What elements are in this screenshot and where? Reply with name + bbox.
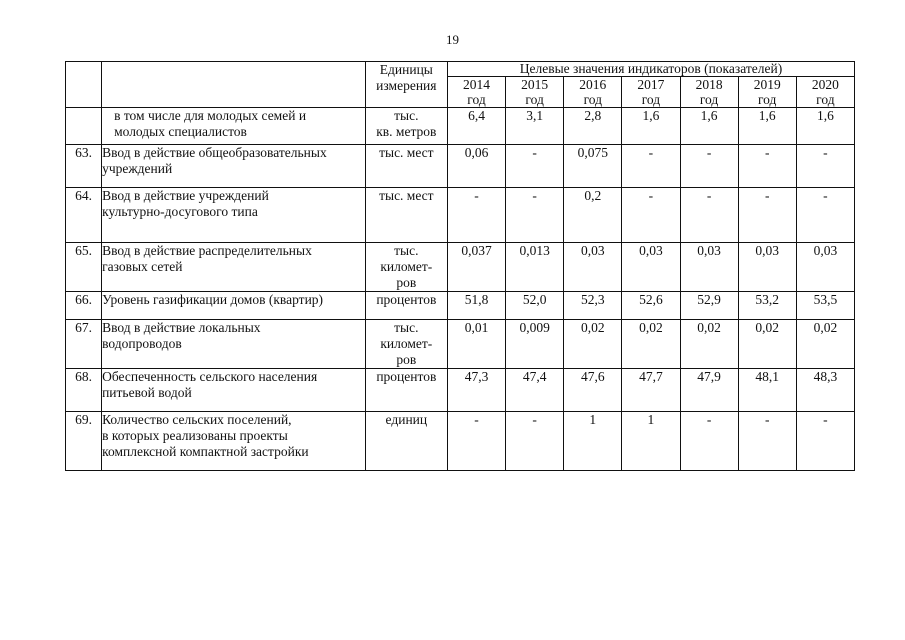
value-cell: - xyxy=(796,412,854,471)
unit-cell xyxy=(365,412,447,471)
year-value: 2020 xyxy=(811,77,839,92)
indicator-name xyxy=(102,412,366,471)
value-cell: 53,5 xyxy=(796,292,854,320)
year-value: 2017 xyxy=(637,77,665,92)
num-column-header xyxy=(66,62,102,108)
value-cell: 2,8 xyxy=(564,108,622,145)
unit-cell xyxy=(365,188,447,243)
indicator-name-line: Ввод в действие учреждений xyxy=(102,188,269,203)
year-suffix: год xyxy=(699,92,719,107)
indicator-name-line: культурно-досугового типа xyxy=(102,204,258,219)
value-cell: 0,2 xyxy=(564,188,622,243)
table-row xyxy=(66,188,855,243)
year-suffix: год xyxy=(467,92,486,107)
value-cell: 52,6 xyxy=(622,292,680,320)
year-suffix: год xyxy=(583,92,602,107)
unit-line: единиц xyxy=(385,412,428,427)
value-cell: 53,2 xyxy=(738,292,796,320)
indicators-table xyxy=(65,61,855,471)
value-cell: - xyxy=(738,145,796,188)
year-value: 2018 xyxy=(695,77,723,92)
unit-line: процентов xyxy=(376,369,437,384)
row-number: 69. xyxy=(66,412,102,471)
row-number: 63. xyxy=(66,145,102,188)
value-cell: - xyxy=(738,188,796,243)
value-cell: 0,02 xyxy=(796,320,854,369)
value-cell: - xyxy=(796,188,854,243)
unit-header-line: измерения xyxy=(376,78,437,93)
value-cell: - xyxy=(506,412,564,471)
value-cell: 0,02 xyxy=(622,320,680,369)
value-cell: 6,4 xyxy=(447,108,505,145)
indicator-name-line: Количество сельских поселений, xyxy=(102,412,292,427)
table-row xyxy=(66,243,855,292)
row-number: 68. xyxy=(66,369,102,412)
value-cell: 0,01 xyxy=(447,320,505,369)
value-cell: - xyxy=(796,145,854,188)
value-cell: - xyxy=(447,412,505,471)
year-header xyxy=(622,77,680,108)
value-cell: - xyxy=(738,412,796,471)
table-row xyxy=(66,145,855,188)
row-number: 67. xyxy=(66,320,102,369)
unit-line: километ- xyxy=(380,336,433,351)
value-cell: 47,6 xyxy=(564,369,622,412)
value-cell: 0,02 xyxy=(738,320,796,369)
row-number xyxy=(66,108,102,145)
unit-line: ров xyxy=(396,352,417,367)
unit-line: тыс. xyxy=(394,108,419,123)
indicator-name-line: в которых реализованы проекты xyxy=(102,428,288,443)
year-value: 2016 xyxy=(579,77,607,92)
year-header xyxy=(447,77,505,108)
value-cell: 1,6 xyxy=(680,108,738,145)
value-cell: - xyxy=(622,188,680,243)
year-header xyxy=(738,77,796,108)
table-row xyxy=(66,292,855,320)
value-cell: 0,02 xyxy=(564,320,622,369)
value-cell: 47,3 xyxy=(447,369,505,412)
indicator-name-line: Обеспеченность сельского населения xyxy=(102,369,318,384)
year-suffix: год xyxy=(757,92,777,107)
value-cell: 48,3 xyxy=(796,369,854,412)
table-row xyxy=(66,412,855,471)
value-cell: 1,6 xyxy=(738,108,796,145)
indicator-name xyxy=(102,369,366,412)
indicator-name-line: комплексной компактной застройки xyxy=(102,444,309,459)
year-suffix: год xyxy=(525,92,544,107)
value-cell: 0,02 xyxy=(680,320,738,369)
value-cell: 47,7 xyxy=(622,369,680,412)
indicator-name xyxy=(102,145,366,188)
unit-cell xyxy=(365,292,447,320)
indicator-name xyxy=(102,188,366,243)
indicator-name-line: в том числе для молодых семей и xyxy=(114,108,307,123)
unit-cell xyxy=(365,145,447,188)
year-header xyxy=(796,77,854,108)
year-value: 2019 xyxy=(753,77,781,92)
indicator-name-line: Ввод в действие локальных xyxy=(102,320,261,335)
target-values-header: Целевые значения индикаторов (показателей) xyxy=(447,62,854,77)
value-cell: 51,8 xyxy=(447,292,505,320)
value-cell: - xyxy=(622,145,680,188)
header-row-group xyxy=(66,62,855,77)
year-header xyxy=(564,77,622,108)
unit-line: тыс. xyxy=(394,320,419,335)
unit-line: кв. метров xyxy=(376,124,437,139)
indicator-name xyxy=(102,292,366,320)
value-cell: 0,03 xyxy=(796,243,854,292)
row-number: 66. xyxy=(66,292,102,320)
unit-header-line: Единицы xyxy=(379,62,433,77)
value-cell: 3,1 xyxy=(506,108,564,145)
unit-line: процентов xyxy=(376,292,437,307)
value-cell: 0,03 xyxy=(738,243,796,292)
value-cell: 0,013 xyxy=(506,243,564,292)
value-cell: - xyxy=(680,188,738,243)
indicator-name xyxy=(102,243,366,292)
unit-line: километ- xyxy=(380,259,433,274)
indicator-name-line: учреждений xyxy=(102,161,173,176)
indicator-name xyxy=(102,320,366,369)
value-cell: 0,009 xyxy=(506,320,564,369)
year-value: 2014 xyxy=(463,77,490,92)
value-cell: - xyxy=(447,188,505,243)
value-cell: 1 xyxy=(622,412,680,471)
value-cell: 52,0 xyxy=(506,292,564,320)
value-cell: 52,9 xyxy=(680,292,738,320)
unit-cell xyxy=(365,369,447,412)
table-row xyxy=(66,320,855,369)
row-number: 65. xyxy=(66,243,102,292)
year-suffix: год xyxy=(816,92,835,107)
indicator-name-line: Ввод в действие распределительных xyxy=(102,243,312,258)
unit-cell xyxy=(365,243,447,292)
value-cell: 0,06 xyxy=(447,145,505,188)
table-row xyxy=(66,369,855,412)
value-cell: 0,075 xyxy=(564,145,622,188)
unit-line: тыс. мест xyxy=(379,145,434,160)
value-cell: - xyxy=(680,145,738,188)
unit-column-header xyxy=(365,62,447,108)
indicator-name-line: молодых специалистов xyxy=(114,124,247,139)
unit-line: тыс. мест xyxy=(379,188,434,203)
indicator-name-line: питьевой водой xyxy=(102,385,192,400)
value-cell: 1,6 xyxy=(622,108,680,145)
value-cell: 47,4 xyxy=(506,369,564,412)
value-cell: 1 xyxy=(564,412,622,471)
value-cell: 48,1 xyxy=(738,369,796,412)
value-cell: - xyxy=(506,188,564,243)
table-row xyxy=(66,108,855,145)
name-column-header xyxy=(102,62,366,108)
table-body xyxy=(66,108,855,471)
value-cell: 0,03 xyxy=(564,243,622,292)
indicator-name-line: Ввод в действие общеобразовательных xyxy=(102,145,327,160)
indicator-name-line: газовых сетей xyxy=(102,259,183,274)
page-number: 19 xyxy=(446,32,459,47)
value-cell: 0,037 xyxy=(447,243,505,292)
value-cell: - xyxy=(680,412,738,471)
value-cell: 1,6 xyxy=(796,108,854,145)
value-cell: 52,3 xyxy=(564,292,622,320)
value-cell: - xyxy=(506,145,564,188)
indicator-name xyxy=(102,108,366,145)
unit-line: тыс. xyxy=(394,243,419,258)
value-cell: 0,03 xyxy=(622,243,680,292)
value-cell: 0,03 xyxy=(680,243,738,292)
year-suffix: год xyxy=(641,92,661,107)
unit-cell xyxy=(365,108,447,145)
row-number: 64. xyxy=(66,188,102,243)
year-header xyxy=(506,77,564,108)
indicator-name-line: водопроводов xyxy=(102,336,182,351)
unit-line: ров xyxy=(396,275,417,290)
indicator-name-line: Уровень газификации домов (квартир) xyxy=(102,292,324,307)
value-cell: 47,9 xyxy=(680,369,738,412)
year-header xyxy=(680,77,738,108)
unit-cell xyxy=(365,320,447,369)
year-value: 2015 xyxy=(521,77,549,92)
